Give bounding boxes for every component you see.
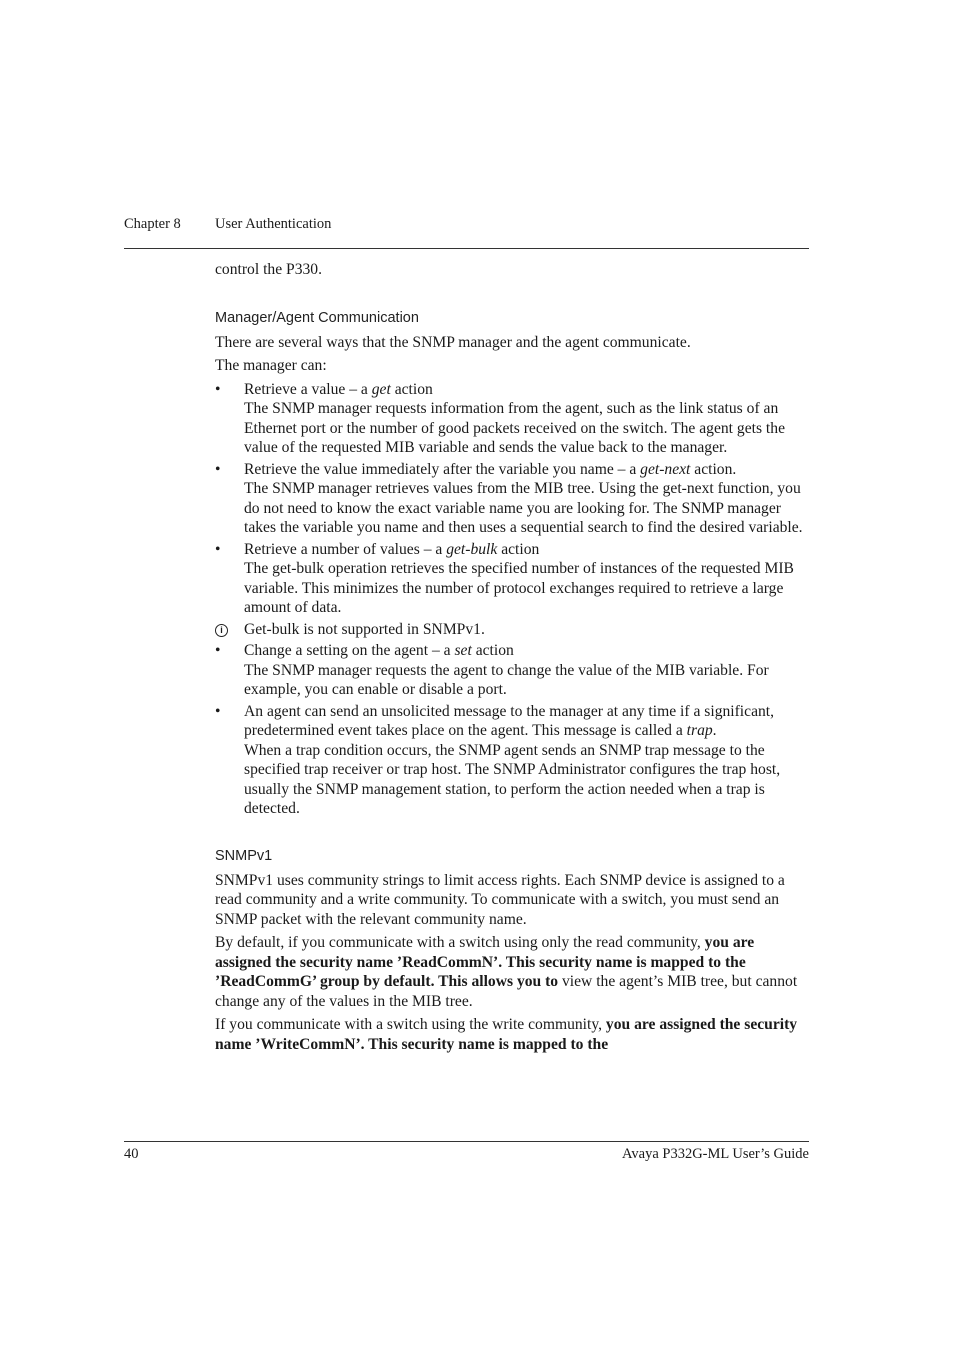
bold-run: you are assigned the security name ’ReadCommN’. This security name is mapped to the ’ReadCommG’ group by default. This allows you to — [215, 934, 755, 990]
italic-term: get — [371, 380, 391, 398]
italic-term: trap — [686, 722, 713, 739]
bullet-icon: • — [215, 380, 221, 398]
running-footer — [124, 1141, 809, 1162]
page-body — [215, 260, 809, 1054]
info-icon — [215, 620, 235, 640]
text-run: If you communicate with a switch using the write community, — [215, 1016, 606, 1033]
paragraph: SNMPv1 uses community strings to limit access rights. Each SNMP device is assigned to a read community and a write community. To communicate with a switch, you must send an SNMP packet with the relevant community name. — [215, 871, 785, 928]
chapter-label: Chapter 8 — [124, 216, 181, 232]
section-heading-snmpv1: SNMPv1 — [215, 847, 273, 864]
text-run: action — [471, 642, 514, 659]
item-lead — [244, 380, 809, 400]
item-lead — [244, 460, 809, 480]
bullet-icon: • — [215, 702, 221, 720]
item-body: The SNMP manager requests information from the agent, such as the link status of an Ethernet port or the number of good packets received on the switch. The agent gets the value of the requested MIB variable and sends the value back to the manager. — [244, 400, 785, 456]
item-body: The get-bulk operation retrieves the specified number of instances of the requested MIB variable. This minimizes the number of protocol exchanges required to retrieve a large amount of data. — [244, 560, 794, 616]
paragraph: There are several ways that the SNMP manager and the agent communicate. — [215, 333, 691, 351]
section-heading-manager-agent: Manager/Agent Communication — [215, 309, 419, 326]
italic-term: set — [454, 642, 472, 659]
running-header — [124, 216, 809, 249]
text-run: Retrieve the value immediately after the variable you name – a — [244, 460, 641, 478]
item-lead — [244, 620, 809, 640]
list-item — [215, 540, 809, 618]
item-lead — [244, 702, 809, 741]
text-run: An agent can send an unsolicited message to the manager at any time if a significant, predetermined event takes place on the agent. This message is called a — [244, 702, 775, 739]
text-run: action — [497, 540, 540, 558]
intro-line: control the P330. — [215, 261, 322, 278]
list-item — [215, 641, 809, 700]
paragraph — [215, 1015, 809, 1054]
item-body: When a trap condition occurs, the SNMP agent sends an SNMP trap message to the specified trap receiver or trap host. The SNMP Administrator configures the trap host, usually the SNMP management station, to perform the action needed when a trap is detected. — [244, 741, 781, 817]
text-run: action — [390, 380, 433, 398]
text-run: By default, if you communicate with a switch using only the read community, — [215, 934, 705, 951]
list-item — [215, 702, 809, 819]
page-number: 40 — [124, 1146, 139, 1162]
list-item — [215, 460, 809, 538]
item-body: The SNMP manager retrieves values from the MIB tree. Using the get-next function, you do not need to know the exact variable name you are looking for. The SNMP manager takes the variable you name and then uses a sequential search to find the desired variable. — [244, 480, 803, 536]
list-item — [215, 380, 809, 458]
text-run: Retrieve a value – a — [244, 380, 372, 398]
guide-title: Avaya P332G-ML User’s Guide — [622, 1146, 809, 1162]
bold-run: you are assigned the security name ’WriteCommN’. This security name is mapped to the — [215, 1016, 798, 1053]
text-run: . — [712, 722, 717, 739]
bullet-icon: • — [215, 460, 221, 478]
bullet-icon: • — [215, 540, 221, 558]
italic-term: get-next — [640, 460, 691, 478]
item-lead — [244, 540, 809, 560]
item-lead — [244, 641, 809, 661]
text-run: view the agent’s MIB tree, but cannot change any of the values in the MIB tree. — [215, 973, 798, 1010]
text-run: Retrieve a number of values – a — [244, 540, 447, 558]
paragraph: The manager can: — [215, 357, 327, 374]
note-item — [215, 620, 809, 640]
info-icon-glyph: i — [215, 624, 228, 637]
manager-actions-list — [215, 380, 809, 819]
text-run: action. — [690, 460, 737, 478]
chapter-title: User Authentication — [215, 216, 332, 232]
text-run: Change a setting on the agent – a — [244, 642, 455, 659]
bullet-icon: • — [215, 642, 221, 659]
item-body: The SNMP manager requests the agent to change the value of the MIB variable. For example, you can enable or disable a port. — [244, 661, 769, 698]
italic-term: get-bulk — [446, 540, 498, 558]
paragraph — [215, 933, 809, 1011]
text-run: Get-bulk is not supported in SNMPv1. — [244, 620, 485, 638]
